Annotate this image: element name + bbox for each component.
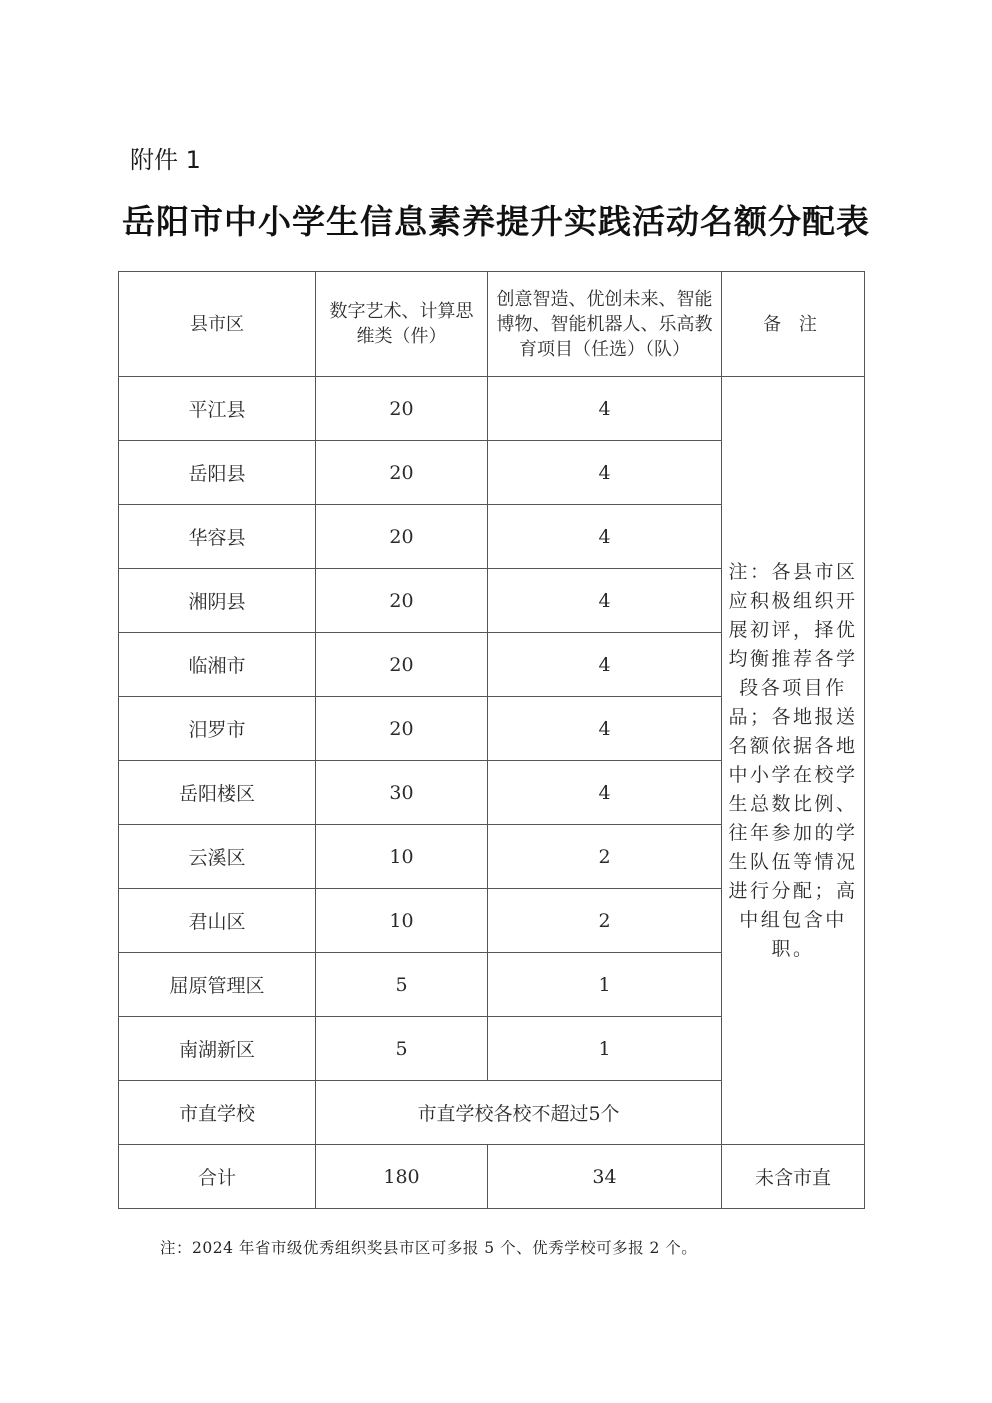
city-school-label: 市直学校	[119, 1081, 316, 1145]
row-digital: 20	[316, 441, 488, 505]
row-region: 岳阳楼区	[119, 761, 316, 825]
header-region: 县市区	[119, 272, 316, 377]
row-creative: 4	[488, 569, 722, 633]
row-region: 南湖新区	[119, 1017, 316, 1081]
row-region: 临湘市	[119, 633, 316, 697]
total-row	[119, 1145, 865, 1209]
row-digital: 5	[316, 953, 488, 1017]
row-digital: 10	[316, 825, 488, 889]
row-creative: 4	[488, 633, 722, 697]
row-creative: 1	[488, 953, 722, 1017]
row-creative: 4	[488, 441, 722, 505]
row-region: 汨罗市	[119, 697, 316, 761]
page-title: 岳阳市中小学生信息素养提升实践活动名额分配表	[122, 202, 870, 241]
row-creative: 4	[488, 697, 722, 761]
row-region: 湘阴县	[119, 569, 316, 633]
row-digital: 20	[316, 569, 488, 633]
row-region: 华容县	[119, 505, 316, 569]
row-digital: 20	[316, 633, 488, 697]
row-creative: 1	[488, 1017, 722, 1081]
remark-note: 注：各县市区应积极组织开展初评，择优均衡推荐各学段各项目作品；各地报送名额依据各地中小学在校学生总数比例、往年参加的学生队伍等情况进行分配；高中组包含中职。	[722, 377, 865, 1145]
quota-table	[118, 271, 865, 1209]
total-remark: 未含市直	[722, 1145, 865, 1209]
header-remark: 备 注	[722, 272, 865, 377]
row-creative: 2	[488, 825, 722, 889]
row-creative: 4	[488, 505, 722, 569]
row-region: 岳阳县	[119, 441, 316, 505]
row-region: 平江县	[119, 377, 316, 441]
row-digital: 10	[316, 889, 488, 953]
row-creative: 2	[488, 889, 722, 953]
footnote: 注：2024 年省市级优秀组织奖县市区可多报 5 个、优秀学校可多报 2 个。	[160, 1239, 698, 1257]
total-label: 合计	[119, 1145, 316, 1209]
row-digital: 20	[316, 697, 488, 761]
row-digital: 20	[316, 377, 488, 441]
row-region: 云溪区	[119, 825, 316, 889]
table-header-row	[119, 272, 865, 377]
row-digital: 30	[316, 761, 488, 825]
header-creative: 创意智造、优创未来、智能博物、智能机器人、乐高教育项目（任选）（队）	[488, 272, 722, 377]
row-region: 屈原管理区	[119, 953, 316, 1017]
header-digital: 数字艺术、计算思维类（件）	[316, 272, 488, 377]
total-creative: 34	[488, 1145, 722, 1209]
row-creative: 4	[488, 761, 722, 825]
total-digital: 180	[316, 1145, 488, 1209]
table-row	[119, 377, 865, 441]
attachment-label: 附件 1	[130, 146, 201, 174]
row-digital: 20	[316, 505, 488, 569]
row-region: 君山区	[119, 889, 316, 953]
row-creative: 4	[488, 377, 722, 441]
row-digital: 5	[316, 1017, 488, 1081]
city-school-value: 市直学校各校不超过5个	[316, 1081, 722, 1145]
